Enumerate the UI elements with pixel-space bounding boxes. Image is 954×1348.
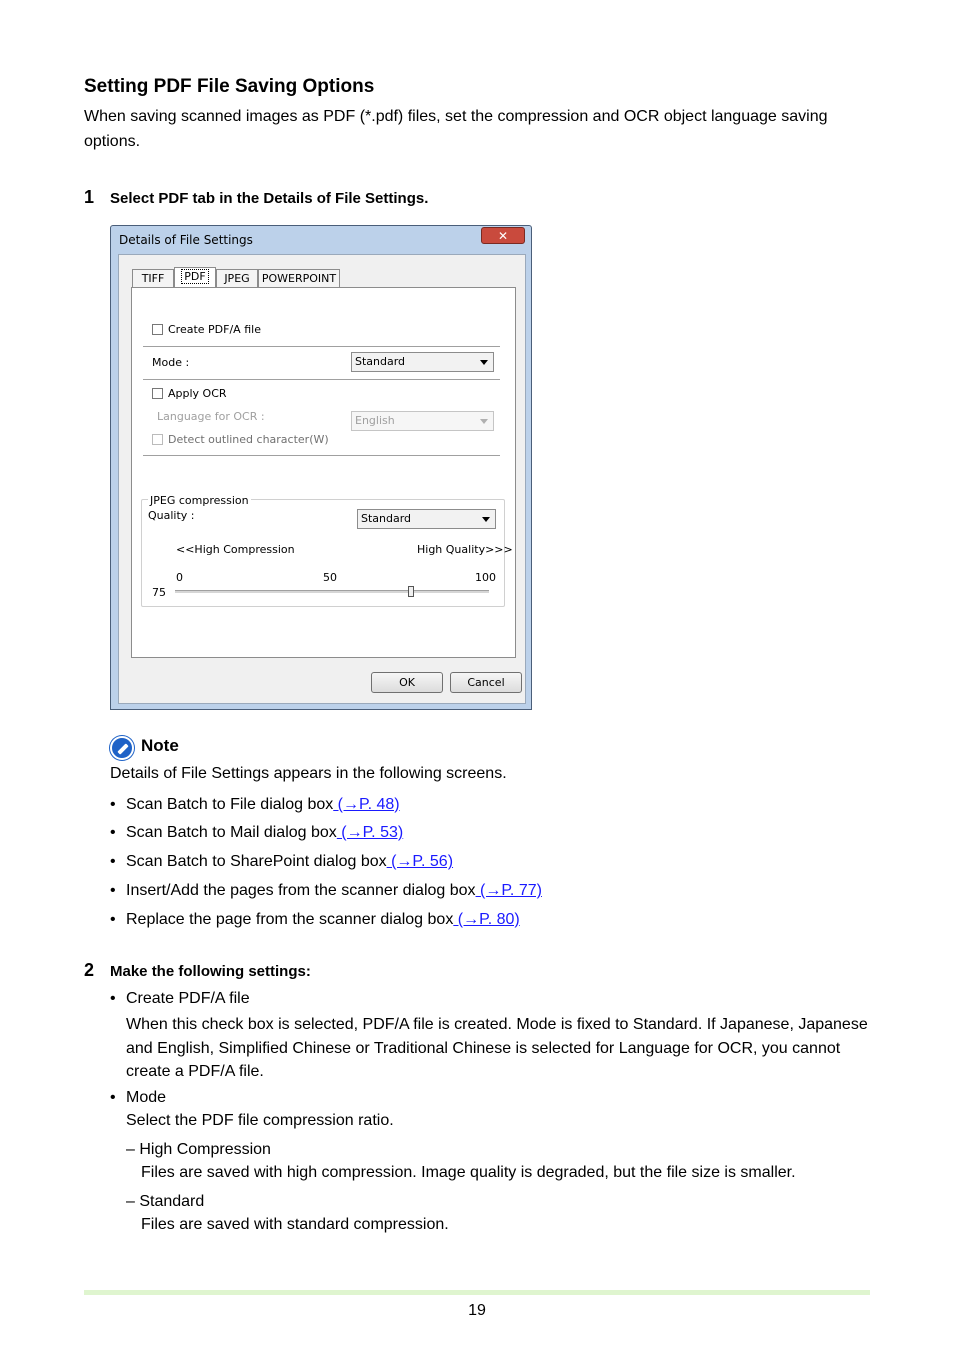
page-link[interactable]: (→P. 80) — [453, 911, 520, 928]
pdf-tab-panel — [131, 287, 516, 658]
page-link[interactable]: (→P. 48) — [333, 796, 400, 813]
step-1-number: 1 — [84, 187, 95, 207]
apply-ocr-checkbox[interactable] — [152, 388, 163, 399]
note-pencil-icon — [110, 736, 134, 760]
page-link[interactable]: (→P. 53) — [336, 824, 404, 841]
apply-ocr-label: Apply OCR — [168, 387, 227, 400]
list-item: • Insert/Add the pages from the scanner dialog box (→P. 77) — [110, 882, 542, 899]
note-intro: Details of File Settings appears in the following screens. — [110, 765, 507, 782]
setting-high-desc: Files are saved with high compression. Image quality is degraded, but the file size is smaller. — [141, 1164, 796, 1181]
list-item: • Scan Batch to File dialog box (→P. 48) — [110, 796, 400, 813]
chevron-down-icon — [480, 419, 488, 424]
detect-outlined-label: Detect outlined character(W) — [168, 433, 329, 446]
cancel-button[interactable]: Cancel — [450, 672, 522, 693]
setting-pdfa-desc: When this check box is selected, PDF/A file is created. Mode is fixed to Standard. If Japanese, Japanese and English, Simplified Chinese or Traditional Chinese is selected for Language for OCR, you cannot create a PDF/A file. — [126, 1016, 868, 1080]
step-2-text: Make the following settings: — [110, 963, 311, 980]
list-item: • Replace the page from the scanner dialog box (→P. 80) — [110, 911, 520, 928]
language-ocr-select[interactable]: English — [351, 411, 494, 431]
mode-label: Mode : — [152, 356, 190, 369]
setting-mode-desc: Select the PDF file compression ratio. — [126, 1112, 394, 1129]
page-link[interactable]: (→P. 56) — [386, 853, 454, 870]
tab-pdf[interactable]: PDF — [174, 267, 216, 288]
ok-button[interactable]: OK — [371, 672, 443, 693]
tick-label-0: 0 — [176, 571, 183, 584]
slider-value-label: 75 — [152, 586, 166, 599]
language-ocr-label: Language for OCR : — [157, 410, 265, 423]
high-quality-label: High Quality>>> — [417, 543, 513, 556]
dialog-title: Details of File Settings — [119, 233, 253, 247]
setting-mode-title: • Mode — [110, 1089, 167, 1106]
chevron-down-icon — [480, 360, 488, 365]
tab-tiff[interactable]: TIFF — [132, 269, 174, 287]
setting-standard-title: – Standard — [126, 1193, 205, 1210]
create-pdfa-label: Create PDF/A file — [168, 323, 261, 336]
jpeg-group-title: JPEG compression — [150, 494, 249, 507]
tick-label-50: 50 — [323, 571, 337, 584]
section-intro: When saving scanned images as PDF (*.pdf) files, set the compression and OCR object language saving options. — [84, 108, 828, 150]
high-compression-label: <<High Compression — [176, 543, 295, 556]
details-dialog — [110, 225, 532, 710]
page-link[interactable]: (→P. 77) — [475, 882, 542, 899]
quality-label: Quality : — [148, 509, 195, 522]
divider — [143, 379, 500, 380]
list-item: • Scan Batch to SharePoint dialog box (→P. 56) — [110, 853, 454, 870]
dialog-client — [118, 254, 526, 704]
setting-pdfa-title: • Create PDF/A file — [110, 990, 250, 1007]
tab-powerpoint[interactable]: POWERPOINT — [258, 269, 340, 287]
footer-rule — [84, 1290, 870, 1295]
chevron-down-icon — [482, 517, 490, 522]
setting-high-title: – High Compression — [126, 1141, 271, 1158]
quality-slider-thumb[interactable] — [408, 586, 414, 597]
tick-label-100: 100 — [475, 571, 496, 584]
setting-standard-desc: Files are saved with standard compression. — [141, 1216, 449, 1233]
page-number: 19 — [468, 1302, 486, 1319]
quality-select[interactable]: Standard — [357, 509, 496, 529]
list-item: • Scan Batch to Mail dialog box (→P. 53) — [110, 824, 404, 841]
divider — [143, 346, 500, 347]
quality-slider-track[interactable] — [175, 590, 489, 593]
note-title: Note — [141, 736, 179, 755]
create-pdfa-checkbox[interactable] — [152, 324, 163, 335]
detect-outlined-checkbox[interactable] — [152, 434, 163, 445]
section-title: Setting PDF File Saving Options — [84, 76, 375, 97]
close-button[interactable]: ✕ — [481, 227, 525, 244]
divider — [143, 455, 500, 456]
step-2-number: 2 — [84, 960, 95, 980]
step-1-text: Select PDF tab in the Details of File Settings. — [110, 190, 429, 207]
mode-select[interactable]: Standard — [351, 352, 494, 372]
tab-jpeg[interactable]: JPEG — [216, 269, 258, 287]
